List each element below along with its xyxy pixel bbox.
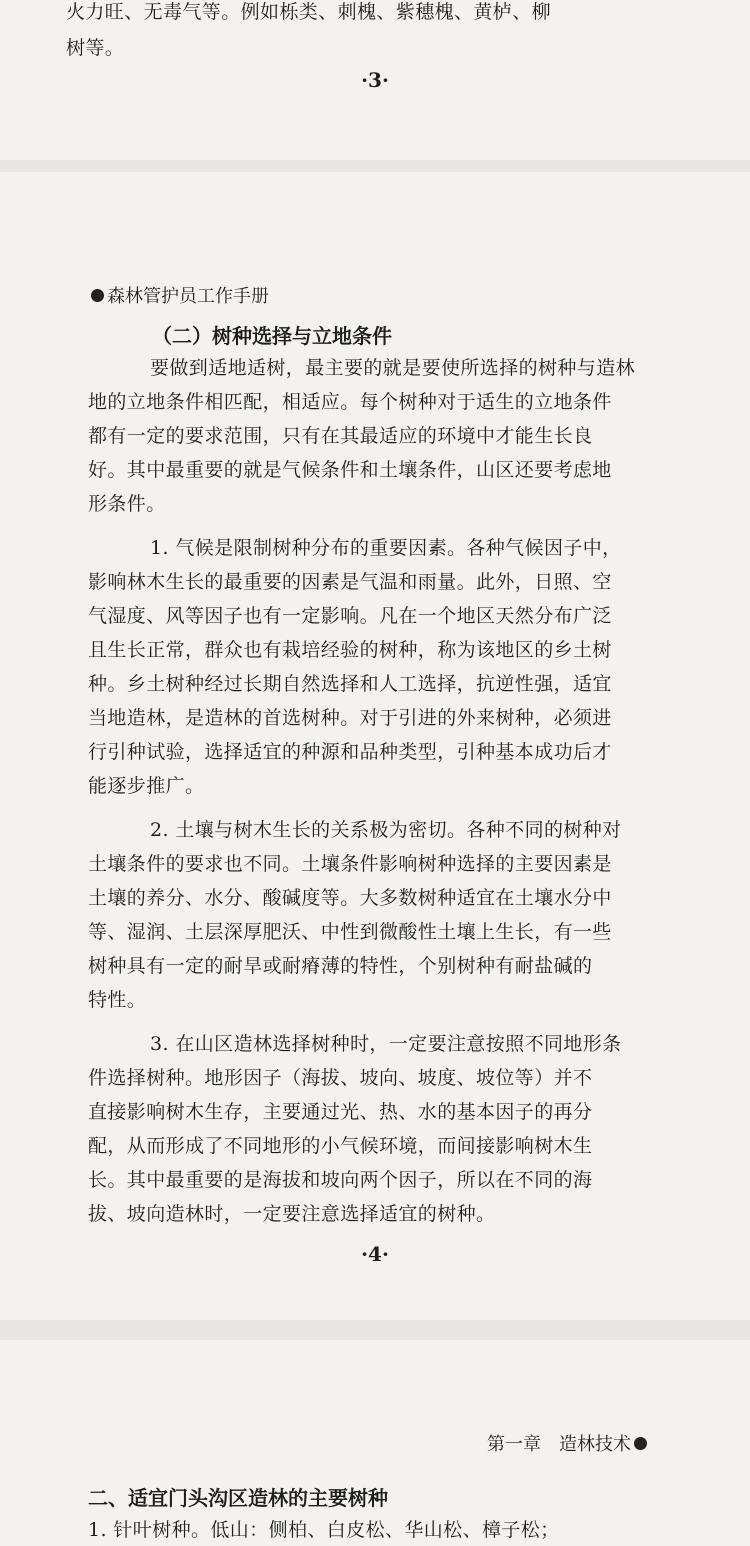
text-line: 土壤条件的要求也不同。土壤条件影响树种选择的主要因素是 xyxy=(88,853,612,875)
text-line: 当地造林，是造林的首选树种。对于引进的外来树种，必须进 xyxy=(88,707,612,729)
bullet-dot-icon xyxy=(634,1437,647,1450)
page-number: ·4· xyxy=(361,1242,389,1266)
text-line: 树种具有一定的耐旱或耐瘠薄的特性，个别树种有耐盐碱的 xyxy=(88,955,593,977)
text-line: 好。其中最重要的就是气候条件和土壤条件，山区还要考虑地 xyxy=(88,459,612,481)
text-line: 土壤的养分、水分、酸碱度等。大多数树种适宜在土壤水分中 xyxy=(88,887,612,909)
section-title: 二、适宜门头沟区造林的主要树种 xyxy=(88,1486,388,1510)
text-line: 树等。 xyxy=(66,37,125,59)
text-line: 1. 针叶树种。低山：侧柏、白皮松、华山松、樟子松； xyxy=(88,1519,560,1541)
text-line: 配，从而形成了不同地形的小气候环境，而间接影响树木生 xyxy=(88,1135,593,1157)
text-line: 且生长正常，群众也有栽培经验的树种，称为该地区的乡土树 xyxy=(88,639,612,661)
text-line: 长。其中最重要的是海拔和坡向两个因子，所以在不同的海 xyxy=(88,1169,593,1191)
page-4 xyxy=(0,172,750,1320)
text-line: 2. 土壤与树木生长的关系极为密切。各种不同的树种对 xyxy=(150,819,622,841)
header-text: 森林管护员工作手册 xyxy=(107,286,269,307)
text-line: 地的立地条件相匹配，相适应。每个树种对于适生的立地条件 xyxy=(88,391,612,413)
text-line: 形条件。 xyxy=(88,493,166,515)
header-text: 第一章 造林技术 xyxy=(487,1434,631,1455)
text-line: 影响林木生长的最重要的因素是气温和雨量。此外，日照、空 xyxy=(88,571,612,593)
running-header xyxy=(88,282,269,308)
text-line: 拔、坡向造林时，一定要注意选择适宜的树种。 xyxy=(88,1203,496,1225)
text-line: 种。乡土树种经过长期自然选择和人工选择，抗逆性强，适宜 xyxy=(88,673,612,695)
text-line: 特性。 xyxy=(88,989,147,1011)
bullet-dot-icon xyxy=(91,289,104,302)
text-line: 件选择树种。地形因子（海拔、坡向、坡度、坡位等）并不 xyxy=(88,1067,593,1089)
section-title: （二）树种选择与立地条件 xyxy=(152,324,392,348)
text-line: 等、湿润、土层深厚肥沃、中性到微酸性土壤上生长，有一些 xyxy=(88,921,612,943)
running-header xyxy=(487,1430,650,1456)
text-line: 要做到适地适树，最主要的就是要使所选择的树种与造林 xyxy=(150,357,636,379)
text-line: 3. 在山区造林选择树种时，一定要注意按照不同地形条 xyxy=(150,1033,622,1055)
page-3-fragment xyxy=(0,0,750,160)
text-line: 直接影响树木生存，主要通过光、热、水的基本因子的再分 xyxy=(88,1101,593,1123)
text-line: 能逐步推广。 xyxy=(88,775,205,797)
text-line: 气湿度、风等因子也有一定影响。凡在一个地区天然分布广泛 xyxy=(88,605,612,627)
page-number: ·3· xyxy=(361,68,389,92)
text-line: 1. 气候是限制树种分布的重要因素。各种气候因子中， xyxy=(150,537,622,559)
page-5-fragment xyxy=(0,1340,750,1546)
text-line: 都有一定的要求范围，只有在其最适应的环境中才能生长良 xyxy=(88,425,593,447)
text-line: 火力旺、无毒气等。例如栎类、刺槐、紫穗槐、黄栌、柳 xyxy=(66,1,552,23)
text-line: 行引种试验，选择适宜的种源和品种类型，引种基本成功后才 xyxy=(88,741,612,763)
